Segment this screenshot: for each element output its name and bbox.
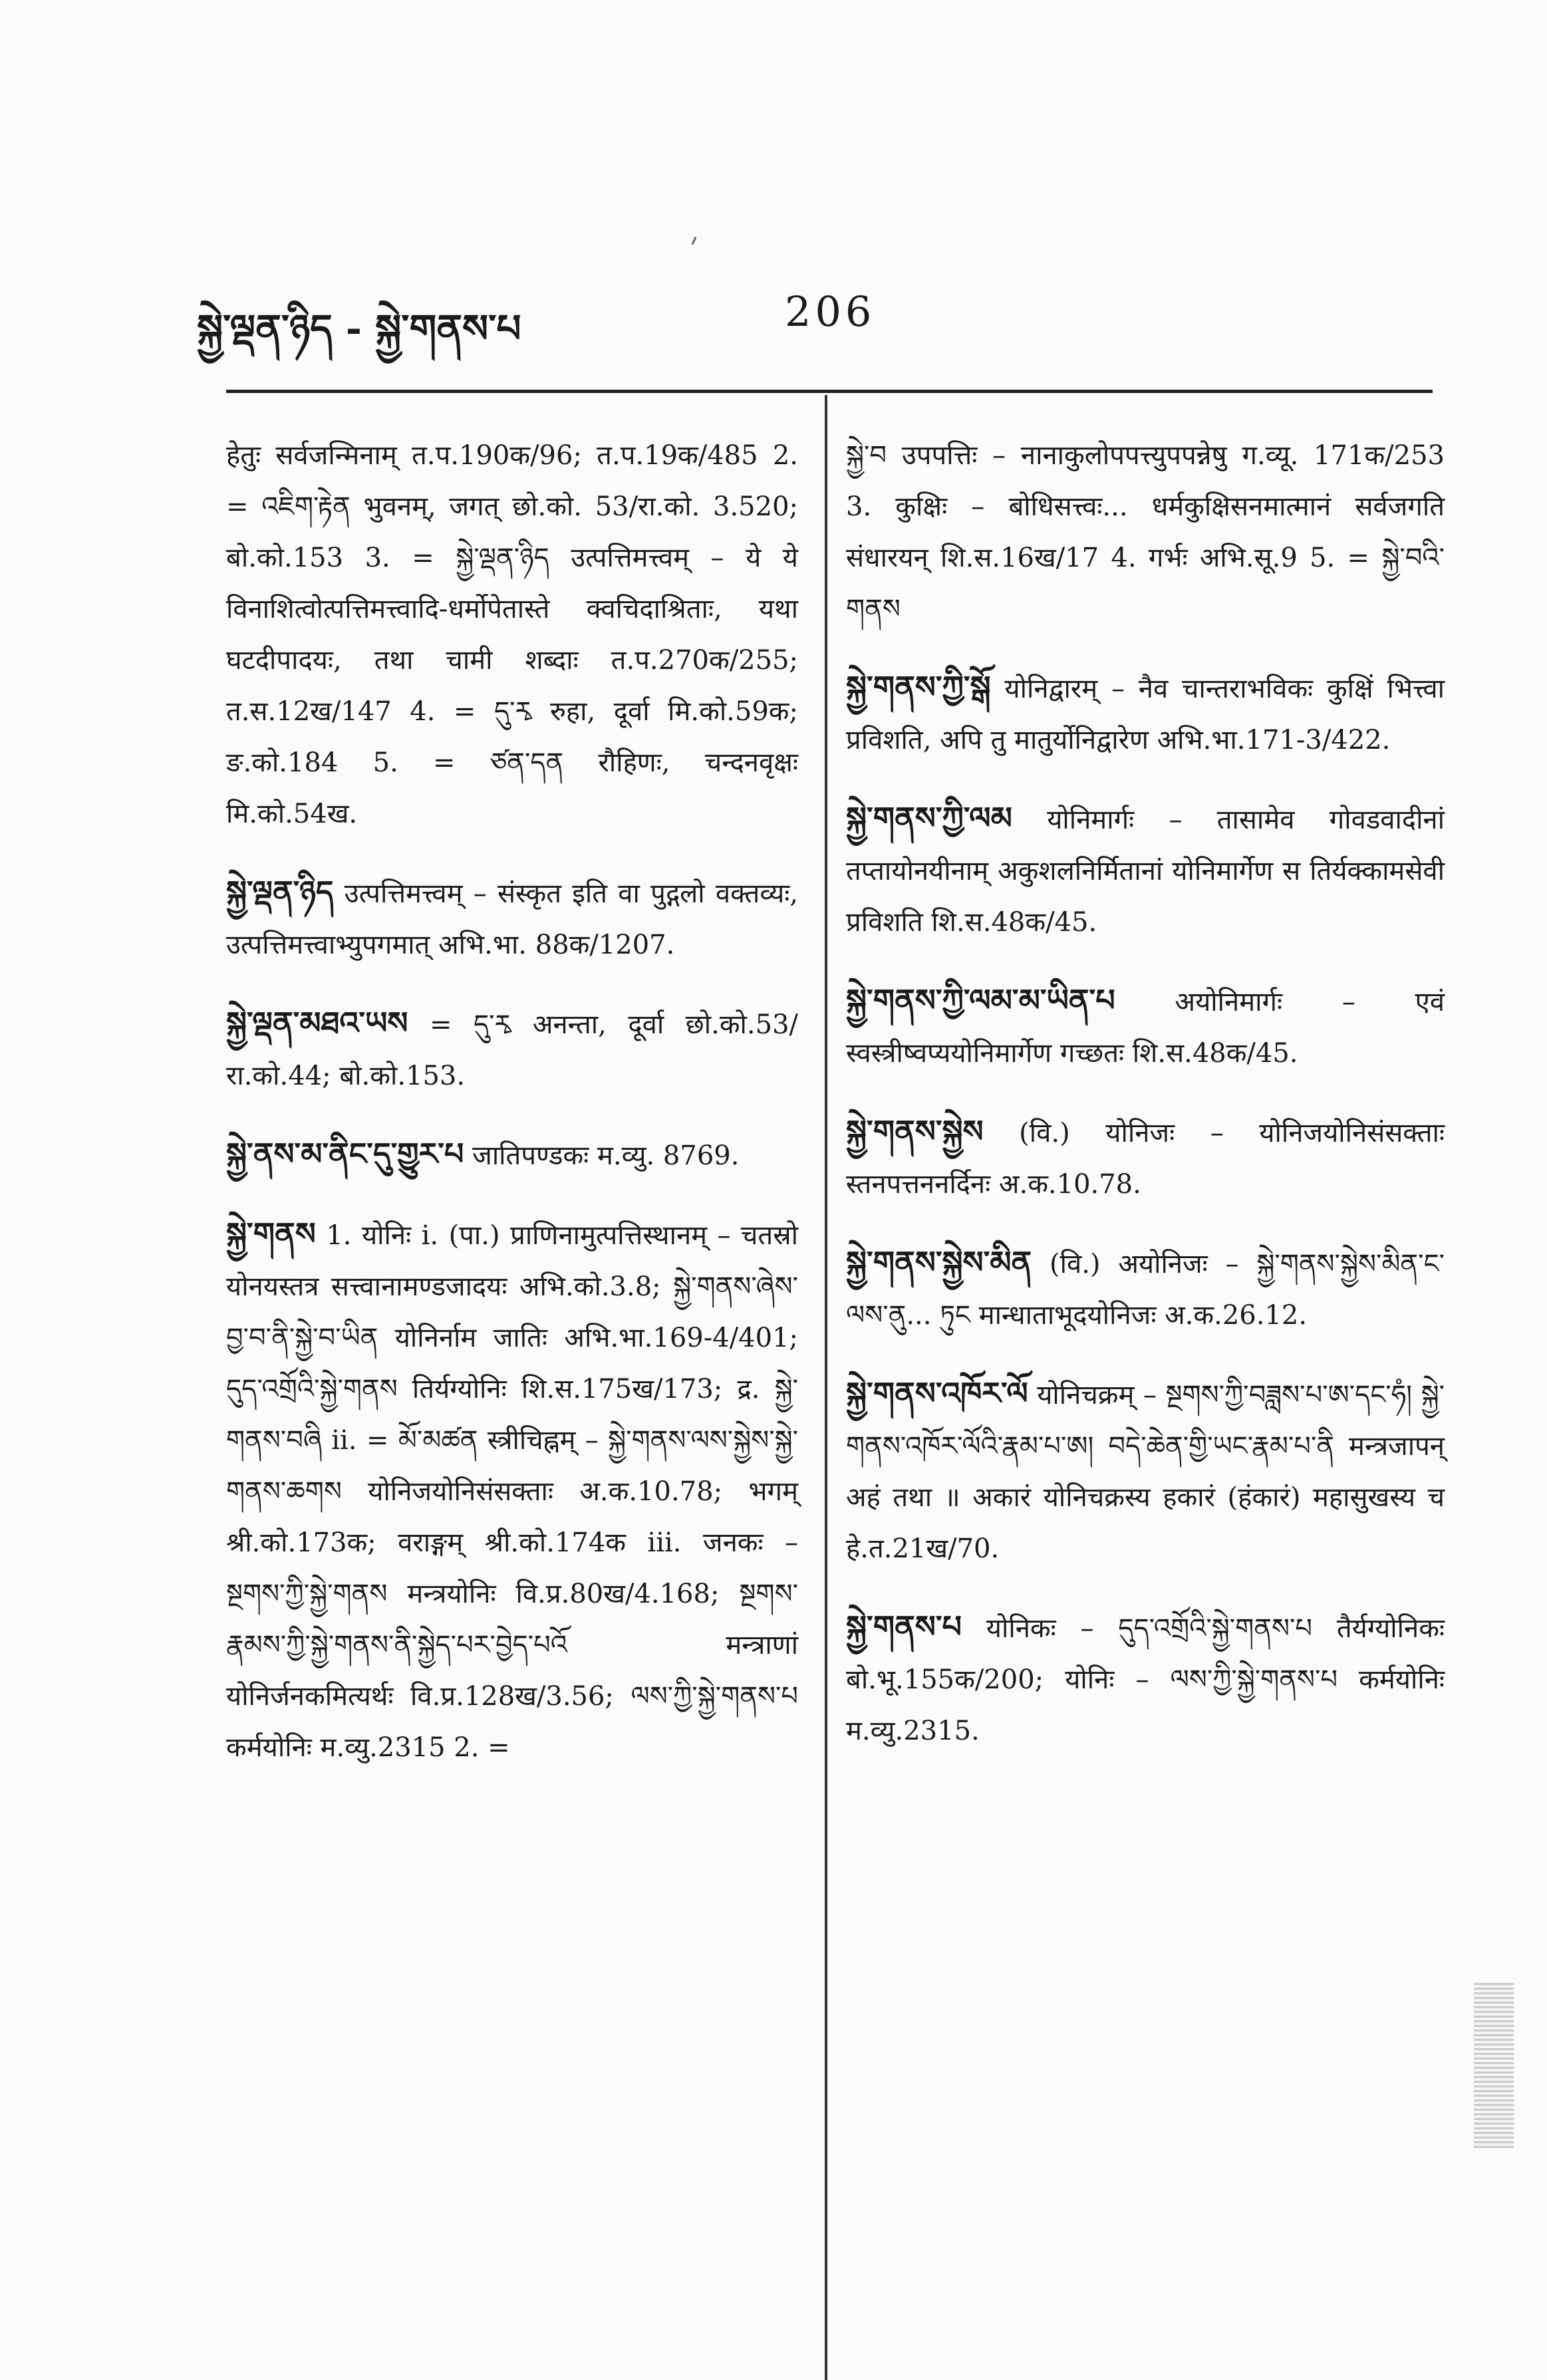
dictionary-entry bbox=[846, 1368, 1445, 1575]
entry-headword: སྐྱེ་གནས་ཀྱི་སྒོ bbox=[846, 669, 991, 705]
page-number: 206 bbox=[785, 287, 876, 336]
entry-text: अयोनिमार्गः – एवं स्वस्त्रीष्वप्ययोनिमार्गेण गच्छतः शि.स.48क/45. bbox=[846, 987, 1445, 1069]
entry-text: उत्पत्तिमत्त्वम् – संस्कृत इति वा पुद्गलो वक्तव्यः, उत्पत्तिमत्त्वाभ्युपगमात् अभि.भा. 88क/1207. bbox=[226, 878, 798, 960]
header-rule bbox=[226, 390, 1433, 393]
entry-text: योनिद्वारम् – नैव चान्तराभविकः कुक्षिं भित्त्वा प्रविशति, अपि तु मातुर्योनिद्वारेण अभि.भा.171-3/422. bbox=[846, 674, 1445, 755]
entry-text: हेतुः सर्वजन्मिनाम् त.प.190क/96; त.प.19क/485 2. = འཇིག་རྟེན भुवनम्, जगत् छो.को. 53/रा.को. 3.520; बो.को.153 3. = སྐྱེ་ལྡན་ཉིད उत्पत्तिमत्त्वम् – ये ये विनाशित्वोत्पत्तिमत्त्वादि-धर्मोपेतास्ते क्वचिदाश्रिताः, यथा घटदीपादयः, तथा चामी शब्दाः त.प.270क/255; त.स.12ख/147 4. = དུ་རྭ रुहा, दूर्वा मि.को.59क; ङ.को.184 5. = ཙན་དན रौहिणः, चन्दनवृक्षः मि.को.54ख. bbox=[226, 440, 798, 829]
dictionary-entry bbox=[846, 1601, 1445, 1757]
dictionary-entry bbox=[846, 1106, 1445, 1210]
dictionary-entry bbox=[846, 428, 1445, 635]
entry-headword: སྐྱེ་གནས་སྐྱེས bbox=[846, 1113, 984, 1149]
entry-headword: སྐྱེ་གནས་ཀྱི་ལམ bbox=[846, 800, 1012, 836]
entry-headword: སྐྱེ་ལྡན་ཉིད bbox=[226, 874, 334, 910]
dictionary-entry bbox=[226, 1128, 798, 1182]
entry-text: = དུ་རྭ अनन्ता, दूर्वा छो.को.53/रा.को.44; बो.को.153. bbox=[226, 1009, 798, 1091]
right-column bbox=[846, 402, 1445, 1765]
entry-headword: སྐྱེ་ནས་མ་ནིང་དུ་གྱུར་པ bbox=[226, 1136, 464, 1172]
entry-text: (वि.) अयोनिजः – སྐྱེ་གནས་སྐྱེས་མིན་ང་ལས་ནུ... ཏུང मान्धाताभूदयोनिजः अ.क.26.12. bbox=[846, 1249, 1445, 1331]
entry-text: (वि.) योनिजः – योनिजयोनिसंसक्ताः स्तनपत्तननर्दिनः अ.क.10.78. bbox=[846, 1118, 1445, 1200]
entry-text: 1. योनिः i. (पा.) प्राणिनामुत्पत्तिस्थानम् – चतस्रो योनयस्तत्र सत्त्वानामण्डजादयः अभि.को.3.8; སྐྱེ་གནས་ཞེས་བྱ་བ་ནི་སྐྱེ་བ་ཡིན योनिर्नाम जातिः अभि.भा.169-4/401; དུད་འགྲོའི་སྐྱེ་གནས तिर्यग्योनिः शि.स.175ख/173; द्र. སྐྱེ་གནས་བཞི ii. = མོ་མཚན स्त्रीचिह्नम् – སྐྱེ་གནས་ལས་སྐྱེས་སྐྱེ་གནས་ཆགས योनिजयोनिसंसक्ताः अ.क.10.78; भगम् श्री.को.173क; वराङ्गम् श्री.को.174क iii. जनकः – སྔགས་ཀྱི་སྐྱེ་གནས मन्त्रयोनिः वि.प्र.80ख/4.168; སྔགས་རྣམས་ཀྱི་སྐྱེ་གནས་ནི་སྐྱེད་པར་བྱེད་པའོ मन्त्राणां योनिर्जनकमित्यर्थः वि.प्र.128ख/3.56; ལས་ཀྱི་སྐྱེ་གནས་པ कर्मयोनिः म.व्यु.2315 2. = bbox=[226, 1220, 799, 1763]
entry-headword: སྐྱེ་གནས་སྐྱེས་མིན bbox=[846, 1244, 1032, 1280]
entry-headword: སྐྱེ་གནས་པ bbox=[846, 1609, 962, 1645]
dictionary-entry bbox=[846, 975, 1445, 1079]
entry-headword: སྐྱེ་གནས་ཀྱི་ལམ་མ་ཡིན་པ bbox=[846, 982, 1115, 1018]
entry-text: སྐྱེ་བ उपपत्तिः – नानाकुलोपपत्त्युपपन्नेषु ग.व्यू. 171क/253 3. कुक्षिः – बोधिसत्त्वः... धर्मकुक्षिसनमात्मानं सर्वजगति संधारयन् शि.स.16ख/17 4. गर्भः अभि.सू.9 5. = སྐྱེ་བའི་གནས bbox=[846, 440, 1445, 624]
entry-text: योनिकः – དུད་འགྲོའི་སྐྱེ་གནས་པ तैर्यग्योनिकः बो.भू.155क/200; योनिः – ལས་ཀྱི་སྐྱེ་གནས་པ कर्मयोनिः म.व्यु.2315. bbox=[846, 1613, 1445, 1746]
dictionary-entry bbox=[226, 428, 798, 840]
dictionary-entry bbox=[226, 1208, 798, 1774]
entry-headword: སྐྱེ་གནས་འཁོར་ལོ bbox=[846, 1375, 1028, 1411]
entry-headword: སྐྱེ་ལྡན་མཐའ་ཡས bbox=[226, 1005, 408, 1041]
entry-text: योनिमार्गः – तासामेव गोवडवादीनां तप्तायोनयीनाम् अकुशलनिर्मितानां योनिमार्गेण स तिर्यक्कामसेवी प्रविशति शि.स.48क/45. bbox=[846, 805, 1445, 938]
dictionary-entry bbox=[846, 662, 1445, 766]
scan-mark bbox=[692, 237, 697, 245]
scan-edge-noise bbox=[1474, 1982, 1514, 2148]
entry-headword: སྐྱེ་གནས bbox=[226, 1216, 316, 1252]
dictionary-entry bbox=[846, 1237, 1445, 1341]
entry-text: जातिपण्डकः म.व्यु. 8769. bbox=[472, 1140, 740, 1171]
left-column bbox=[226, 402, 798, 1782]
dictionary-entry bbox=[226, 866, 798, 971]
running-header: སྐྱེ་ལྡན་ཉིད - སྐྱེ་གནས་པ bbox=[197, 306, 521, 351]
dictionary-entry bbox=[846, 793, 1445, 948]
column-divider bbox=[825, 395, 827, 2380]
dictionary-entry bbox=[226, 997, 798, 1102]
entry-text: योनिचक्रम् – སྔགས་ཀྱི་བཟླས་པ་ཨ་དང་ཧཾ། སྐྱེ་གནས་འཁོར་ལོའི་རྣམ་པ་ཨ། བདེ་ཆེན་གྱི་ཡང་རྣམ་པ་ནི मन्त्रजापन् अहं तथा ॥ अकारं योनिचक्रस्य हकारं (हंकारं) महासुखस्य च हे.त.21ख/70. bbox=[846, 1380, 1445, 1564]
